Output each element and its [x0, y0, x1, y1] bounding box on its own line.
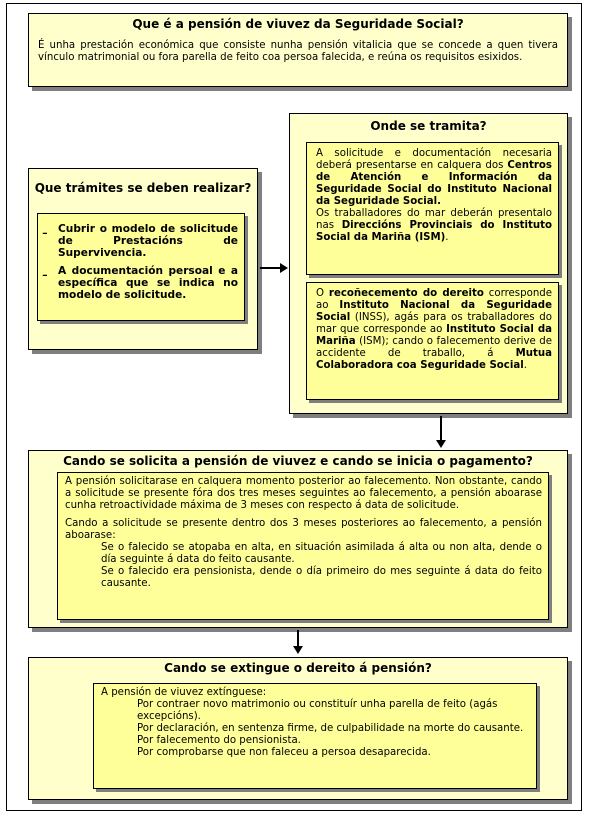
arrow-right-icon [260, 262, 290, 274]
box-when-extinguished-title: Cando se extingue o dereito á pensión? [164, 661, 432, 675]
box-when-apply-title: Cando se solicita a pensión de viuvez e cando se inicia o pagamento? [63, 454, 533, 468]
procedures-item-2: A documentación persoal e a específica que se indica no modelo de solicitude. [58, 265, 238, 301]
box-when-apply-content [57, 472, 549, 620]
list-item: - Cubrir o modelo de solicitude de Prestacións de Supervivencia. [42, 223, 238, 259]
when-apply-p2: Cando a solicitude se presente dentro dos 3 meses posteriores ao falecemento, a pensión aboarase: [65, 518, 542, 541]
arrow-down-icon [292, 630, 304, 656]
arrow-down-icon [435, 416, 447, 450]
list-item: Por comprobarse que non faleceu a persoa desaparecida. [137, 747, 431, 758]
extinguished-intro: A pensión de viuvez extínguese: [101, 687, 267, 698]
box-procedures [28, 168, 258, 350]
list-item: Por contraer novo matrimonio ou constituír unha parella de feito (agás excepcións). [137, 699, 498, 722]
box-what-is-pension-text: É unha prestación económica que consiste nunha pensión vitalicia que se concede a quen tivera vínculo matrimonial ou fora parella de feito coa persoa falecida, e reúna os requisitos esixidos. [38, 40, 558, 63]
box-procedures-list [37, 213, 245, 321]
box-where-processed-recognition: O recoñecemento do dereito corresponde ao Instituto Nacional da Seguridade Social (INSS), agás para os traballadores do mar que corresponde ao Instituto Social da Mariña (ISM); cando o falecemento derive de accidente de traballo, á Mutua Colaboradora coa Seguridade Social. [306, 282, 559, 400]
box-procedures-title: Que trámites se deben realizar? [34, 181, 252, 195]
box-when-extinguished [28, 657, 568, 800]
box-when-extinguished-content [93, 683, 537, 789]
box-where-processed-info: A solicitude e documentación necesaria deberá presentarse en calquera dos Centros de Atención e Información da Seguridade Social do Instituto Nacional da Seguridade Social. Os traballadores do mar deberán presentalo nas Direccións Provinciais do Instituto Social da Mariña (ISM). [306, 142, 559, 275]
procedures-item-1: Cubrir o modelo de solicitude de Prestacións de Supervivencia. [58, 223, 238, 259]
list-item: Por declaración, en sentenza firme, de culpabilidade na morte do causante. [137, 723, 524, 734]
list-item: Se o falecido se atopaba en alta, en situación asimilada á alta ou non alta, dende o día seguinte á data do feito causante. [101, 542, 542, 565]
box-where-processed [289, 113, 568, 414]
when-apply-p1: A pensión solicitarase en calquera momento posterior ao falecemento. Non obstante, cando a solicitude se presente fóra dos tres meses seguintes ao falecemento, a pensión aboarase cunha retroactividade máxima de 3 meses con respecto á data de solicitude. [65, 476, 542, 511]
box-what-is-pension [28, 13, 568, 87]
inss-centers-text: Centros de Atención e Información da Seguridade Social do Instituto Nacional da Seguridade Social. [316, 160, 552, 207]
list-item: Por falecemento do pensionista. [137, 735, 301, 746]
list-item: Se o falecido era pensionista, dende o día primeiro do mes seguinte á data do feito causante. [101, 566, 542, 589]
ism-directions-text: Direccións Provinciais do Instituto Social da Mariña (ISM) [316, 220, 552, 243]
box-when-apply [28, 450, 568, 628]
box-where-processed-title: Onde se tramita? [370, 119, 487, 133]
box-what-is-pension-title: Que é a pensión de viuvez da Seguridade Social? [132, 17, 464, 31]
list-item: - A documentación persoal e a específica que se indica no modelo de solicitude. [42, 265, 238, 301]
